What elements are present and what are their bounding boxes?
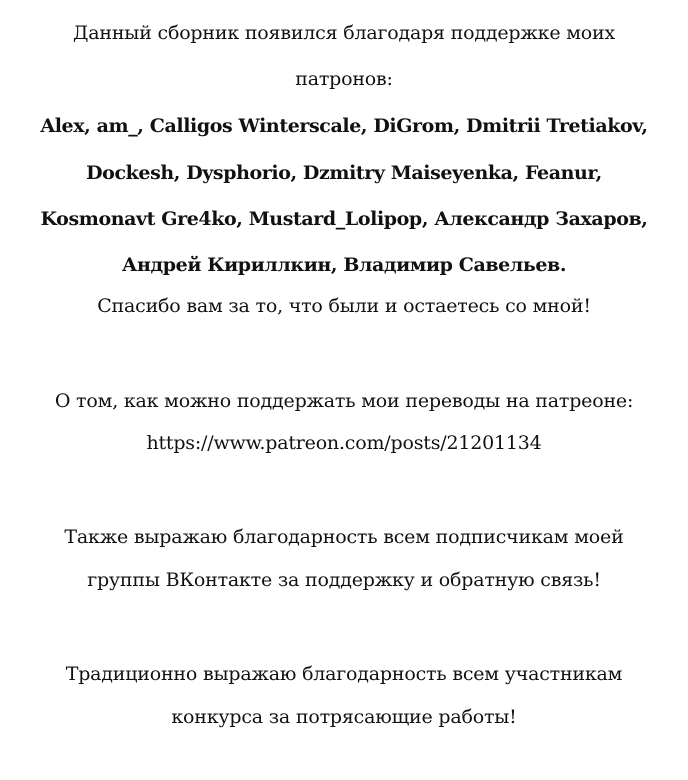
patreon-info-text: О том, как можно поддержать мои переводы на патреоне: (54, 390, 634, 412)
vk-thanks-line-1: Также выражаю благодарность всем подписчикам моей (64, 526, 624, 548)
patrons-list-line-4: Андрей Кириллкин, Владимир Савельев. (121, 254, 567, 276)
patrons-list-line-3: Kosmonavt Gre4ko, Mustard_Lolipop, Александр Захаров, (40, 208, 648, 230)
patrons-list-line-1: Alex, am_, Calligos Winterscale, DiGrom, Dmitrii Tretiakov, (40, 115, 648, 137)
intro-text-line-1: Данный сборник появился благодаря поддержке моих (72, 22, 616, 44)
vk-thanks-line-2: группы ВКонтакте за поддержку и обратную связь! (87, 569, 601, 591)
contest-thanks-line-2: конкурса за потрясающие работы! (171, 706, 517, 728)
patreon-link[interactable]: https://www.patreon.com/posts/21201134 (146, 432, 542, 454)
intro-text-line-2: патронов: (295, 68, 393, 90)
thanks-text: Спасибо вам за то, что были и остаетесь со мной! (97, 295, 591, 317)
patrons-list-line-2: Dockesh, Dysphorio, Dzmitry Maiseyenka, Feanur, (86, 162, 602, 184)
contest-thanks-line-1: Традиционно выражаю благодарность всем участникам (65, 663, 623, 685)
